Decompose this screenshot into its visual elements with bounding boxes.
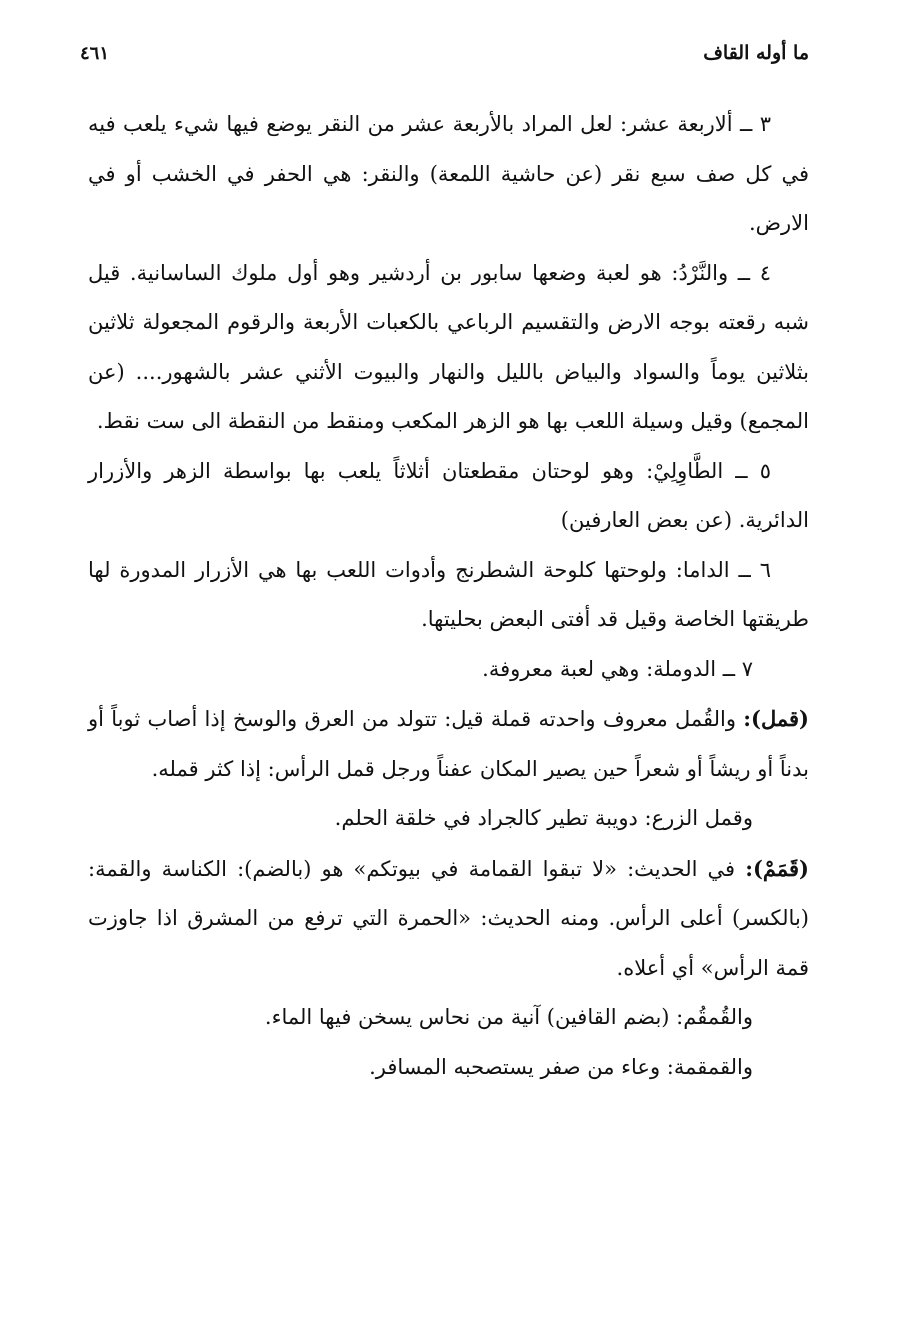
page-number: ٤٦١ — [80, 42, 110, 64]
entry-headword: (قَمَمْ): — [745, 855, 809, 881]
page-header — [80, 38, 809, 68]
paragraph-text: والقُمقُم: (بضم القافين) آنية من نحاس يسخن فيها الماء. — [264, 1005, 753, 1029]
paragraph-domla — [88, 645, 809, 695]
entry-qamam — [88, 844, 809, 994]
paragraph-dama — [88, 546, 809, 645]
paragraph-text: ٣ ــ ألاربعة عشر: لعل المراد بالأربعة عشر من النقر يوضع فيها شيء يلعب فيه في كل صف سبع نقر (عن حاشية اللمعة) والنقر: هي الحفر في الخشب أو في الارض. — [88, 112, 809, 235]
paragraph-text: والقمقمة: وعاء من صفر يستصحبه المسافر. — [369, 1054, 753, 1079]
entry-headword: (قمل): — [743, 706, 809, 731]
paragraph-text: وقمل الزرع: دويبة تطير كالجراد في خلقة الحلم. — [334, 806, 753, 830]
paragraph-text: ٦ ــ الداما: ولوحتها كلوحة الشطرنج وأدوات اللعب بها هي الأزرار المدورة لها طريقتها الخاصة وقيل قد أفتى البعض بحليتها. — [88, 557, 809, 631]
paragraph-text: ٧ ــ الدوملة: وهي لعبة معروفة. — [482, 656, 753, 681]
entry-qaml — [88, 694, 809, 794]
paragraph-text: في الحديث: «لا تبقوا القمامة في بيوتكم» هو (بالضم): الكناسة والقمة: (بالكسر) أعلى الرأس. ومنه الحديث: «الحمرة التي ترفع من المشرق اذا جاوزت قمة الرأس» أي أعلاه. — [88, 856, 809, 980]
paragraph-fourteen — [88, 100, 809, 249]
paragraph-nard — [88, 249, 809, 447]
paragraph-qaml-zar — [88, 794, 809, 844]
paragraph-qumqum — [88, 993, 809, 1043]
paragraph-qumqumah — [88, 1043, 809, 1093]
paragraph-text: ٥ ــ الطَّاوِلِيْ: وهو لوحتان مقطعتان أثلاثاً يلعب بها بواسطة الزهر والأزرار الدائرية. (عن بعض العارفين) — [88, 458, 809, 532]
paragraph-text: والقُمل معروف واحدته قملة قيل: تتولد من العرق والوسخ إذا أصاب ثوباً أو بدناً أو ريشاً أو شعراً حين يصير المكان عفناً ورجل قمل الرأس: إذا كثر قمله. — [88, 707, 809, 781]
page-body — [88, 100, 809, 1092]
paragraph-tawli — [88, 447, 809, 546]
running-title: ما أوله القاف — [703, 42, 809, 64]
paragraph-text: ٤ ــ والنَّرْدُ: هو لعبة وضعها سابور بن أردشير وهو أول ملوك الساسانية. قيل شبه رقعته بوجه الارض والتقسيم الرباعي بالكعبات الأربعة والرقوم المجعولة ثلاثين بثلاثين يوماً والسواد والبياض بالليل والنهار والبيوت الأثني عشر بالشهور.... (عن المجمع) وقيل وسيلة اللعب بها هو الزهر المكعب ومنقط من النقطة الى ست نقط. — [88, 260, 809, 433]
